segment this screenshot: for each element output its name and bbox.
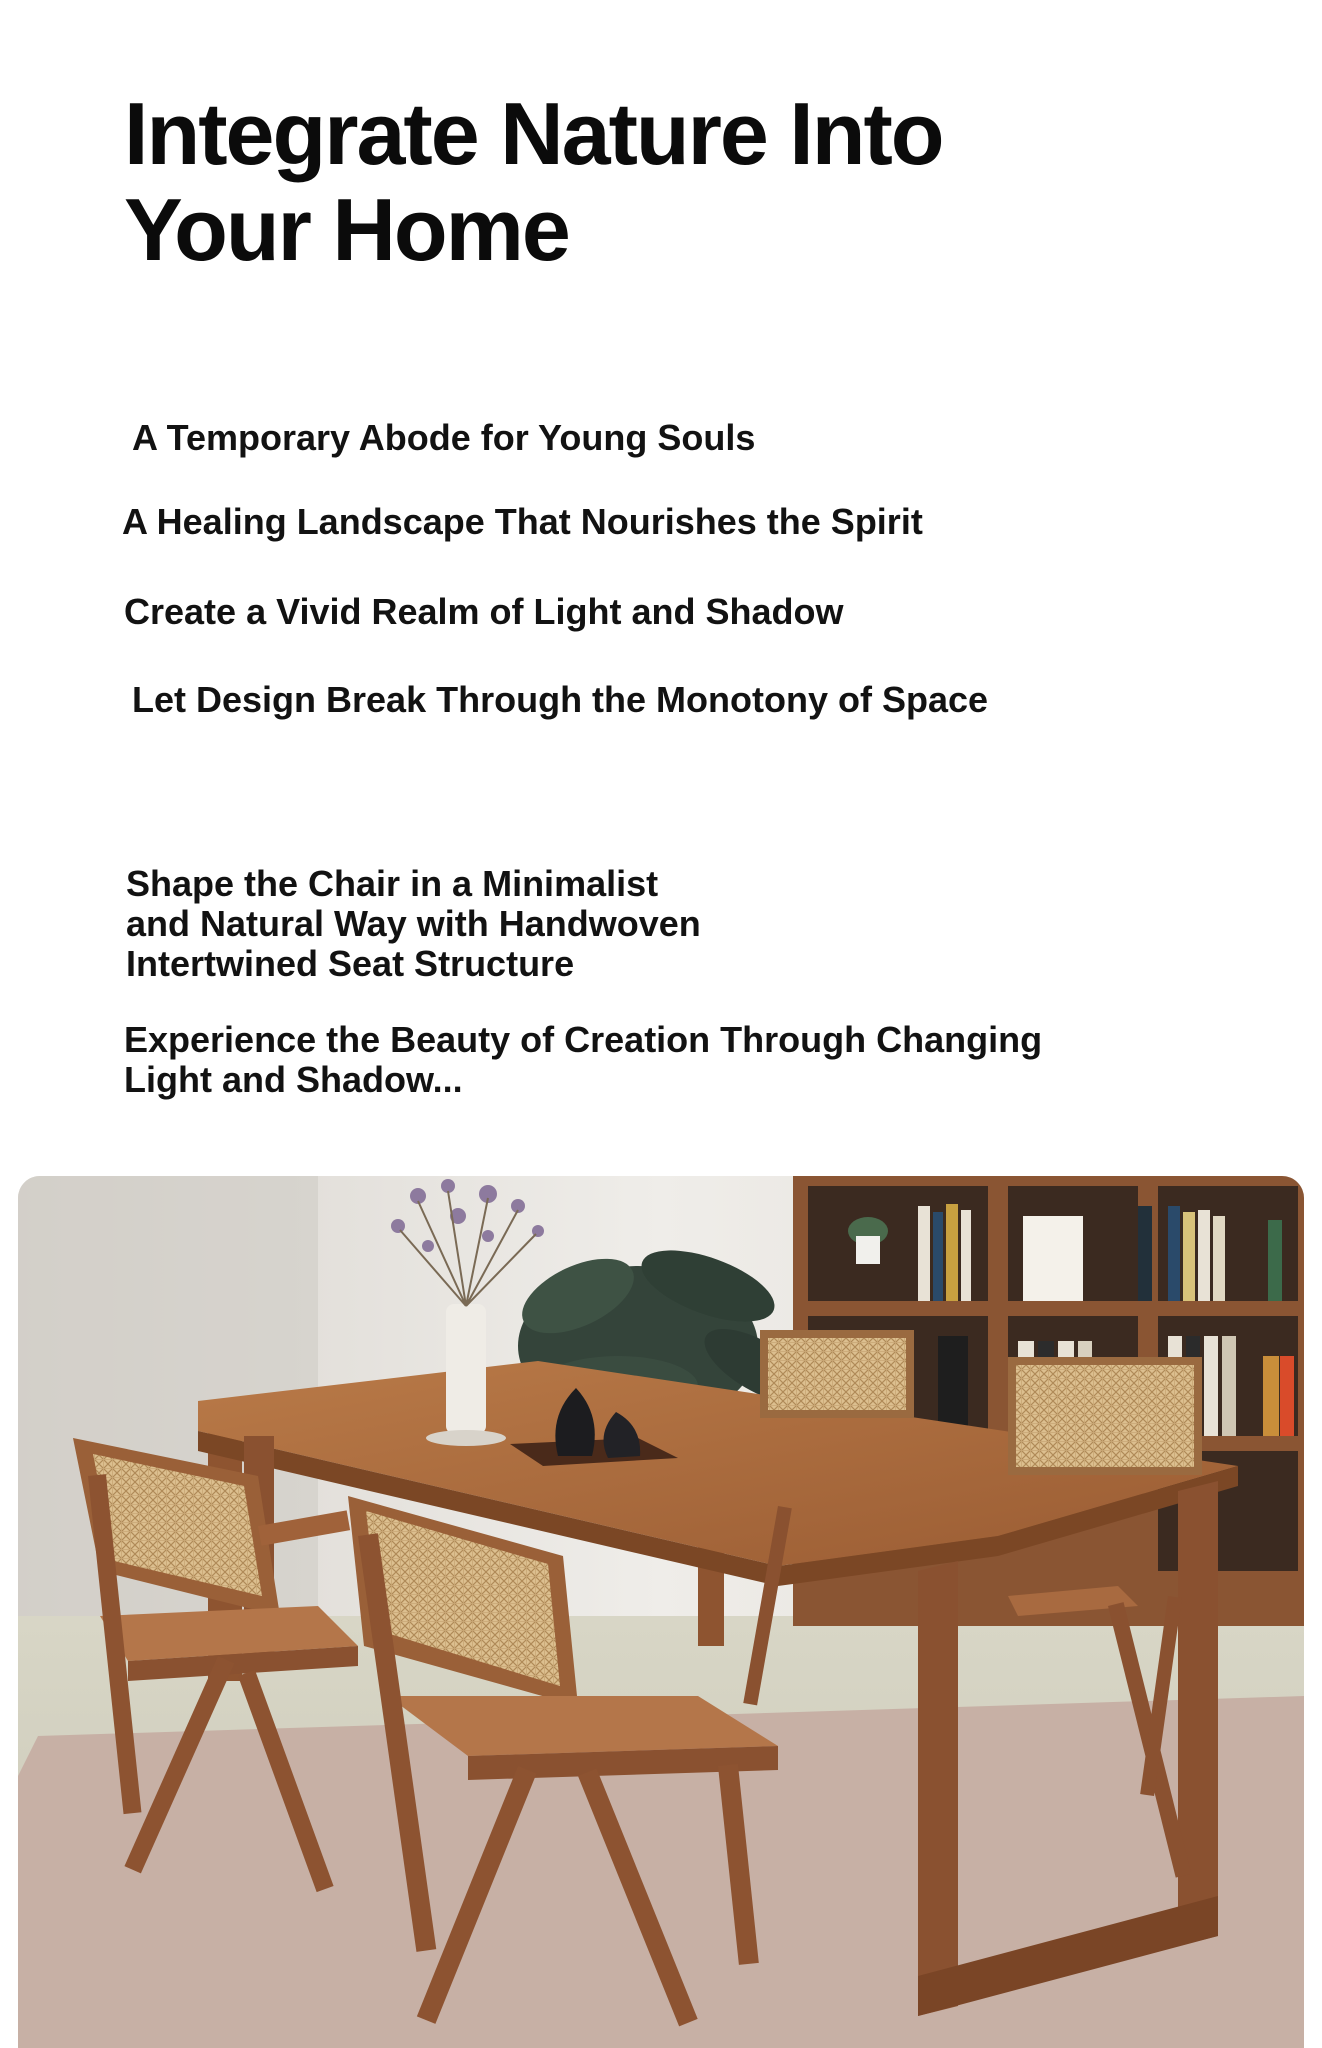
tagline-3: Create a Vivid Realm of Light and Shadow (124, 591, 844, 632)
tagline-2: A Healing Landscape That Nourishes the Spirit (122, 501, 923, 542)
chair-description-line-2: and Natural Way with Handwoven (126, 903, 701, 944)
closing-text (124, 1020, 1124, 1100)
chair-description-line-3: Intertwined Seat Structure (126, 943, 575, 984)
chair-description (126, 864, 746, 984)
closing-line-1: Experience the Beauty of Creation Through Changing (124, 1019, 1043, 1060)
tagline-4: Let Design Break Through the Monotony of Space (132, 679, 989, 720)
tagline-1: A Temporary Abode for Young Souls (132, 417, 756, 458)
page-headline (124, 86, 1204, 278)
dining-set-illustration (18, 1176, 1304, 2048)
dining-set-photo (18, 1176, 1304, 2048)
headline-line-2: Your Home (124, 180, 569, 279)
chair-description-line-1: Shape the Chair in a Minimalist (126, 863, 659, 904)
headline-line-1: Integrate Nature Into (124, 84, 943, 183)
closing-line-2: Light and Shadow... (124, 1059, 463, 1100)
